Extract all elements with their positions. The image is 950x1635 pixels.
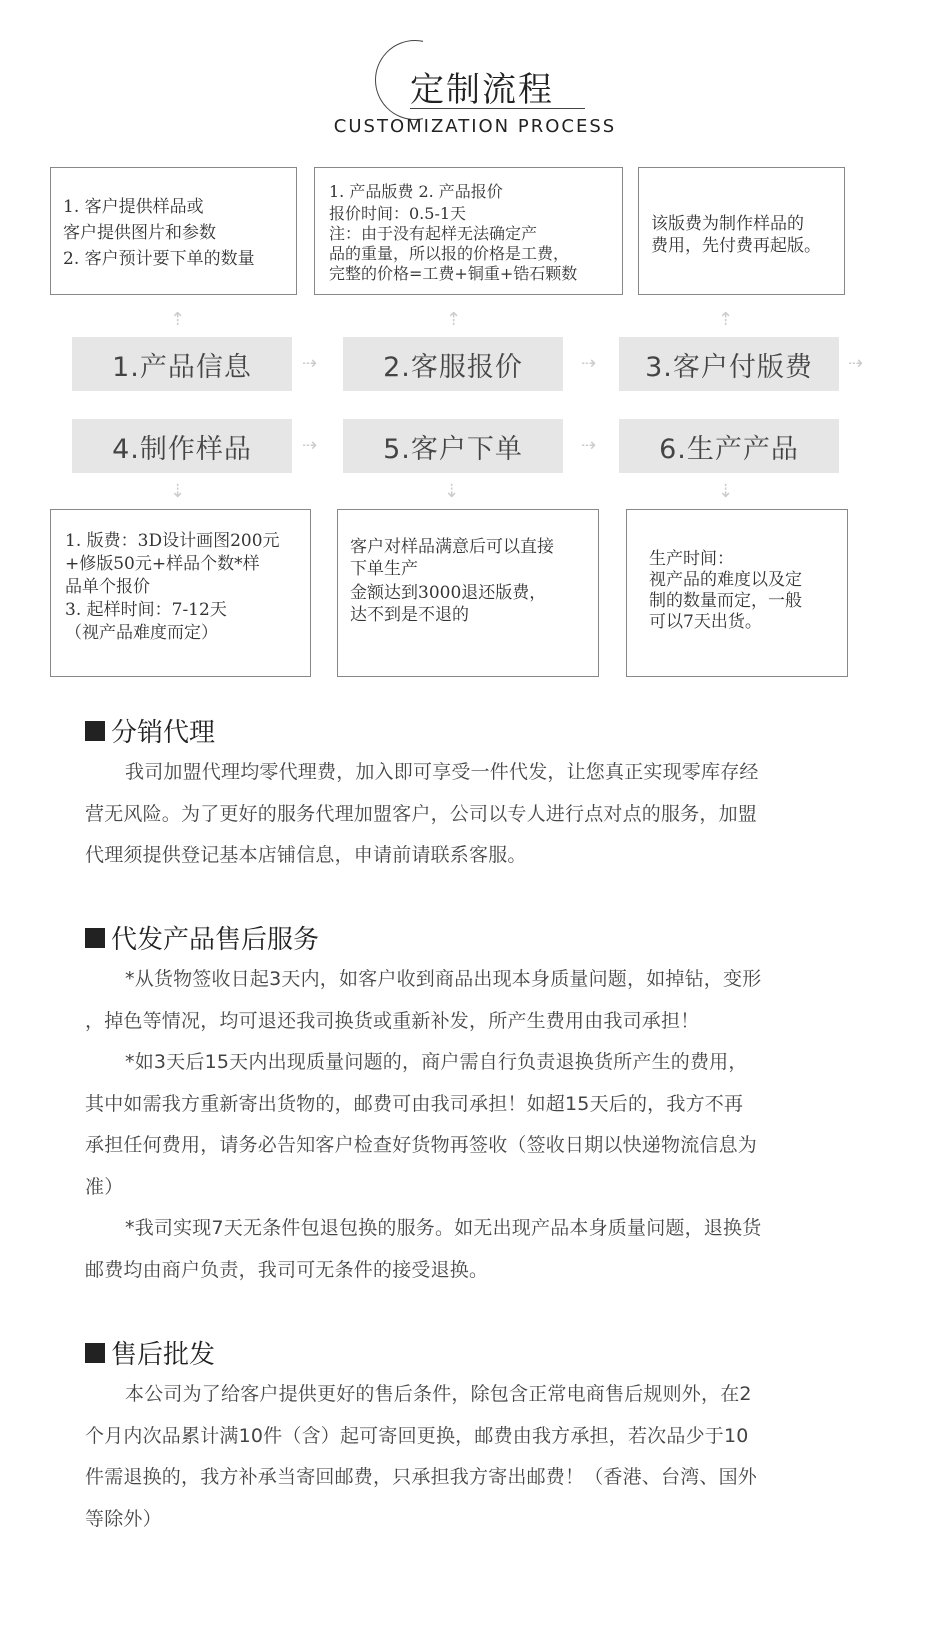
note-line: 完整的价格=工费+铜重+锆石颗数 [329,264,578,283]
paragraph-line: 个月内次品累计满10件（含）起可寄回更换，邮费由我方承担，若次品少于10 [85,1425,749,1447]
square-bullet-icon [85,1343,105,1363]
note-line: 2. 客户预计要下单的数量 [63,249,255,269]
note-line: 金额达到3000退还版费， [350,583,547,603]
note-line: 视产品的难度以及定 [649,570,802,590]
note-line: 客户对样品满意后可以直接 [350,537,554,557]
note-line: 品的重量，所以报的价格是工费， [329,244,570,263]
paragraph-line: 邮费均由商户负责，我司可无条件的接受退换。 [85,1259,489,1281]
note-line: 该版费为制作样品的 [651,214,804,234]
arrow-right-icon: ⇢ [302,353,318,374]
header-underline [410,108,585,109]
paragraph-line: 件需退换的，我方补承当寄回邮费，只承担我方寄出邮费！（香港、台湾、国外 [85,1466,758,1488]
arrow-right-icon: ⇢ [848,353,864,374]
paragraph-line: 代理须提供登记基本店铺信息，申请前请联系客服。 [85,844,527,866]
note-line: 1. 客户提供样品或 [63,197,204,217]
note-line: 制的数量而定，一般 [649,591,802,611]
paragraph-line: 营无风险。为了更好的服务代理加盟客户，公司以专人进行点对点的服务，加盟 [85,803,758,825]
section-title-wholesale [85,1334,215,1371]
arrow-right-icon: ⇢ [581,435,597,456]
step-make-sample: 4.制作样品 [72,419,292,473]
arrow-up-icon: ⇡ [718,309,734,330]
section-title-after-sales [85,919,319,956]
note-line: 下单生产 [350,559,418,579]
note-box-quote [314,167,623,295]
note-line: 费用，先付费再起版。 [651,236,821,256]
section-title-text: 售后批发 [111,1340,216,1370]
arrow-down-icon: ⇣ [170,481,186,502]
note-line: 达不到是不退的 [350,605,469,625]
note-line: 3. 起样时间：7-12天 [65,600,227,620]
section-title-text: 代发产品售后服务 [111,925,320,955]
note-line: 生产时间： [649,549,734,569]
step-product-info: 1.产品信息 [72,337,292,391]
paragraph-line: 准） [85,1176,124,1198]
note-line: 客户提供图片和参数 [63,223,216,243]
note-box-customer-info [50,167,297,295]
paragraph-line: ，掉色等情况，均可退还我司换货或重新补发，所产生费用由我司承担！ [85,1010,700,1032]
step-service-quote: 2.客服报价 [343,337,563,391]
note-line: 1. 产品版费 2. 产品报价 [329,182,503,201]
arrow-right-icon: ⇢ [302,435,318,456]
arrow-down-icon: ⇣ [718,481,734,502]
paragraph-line: *我司实现7天无条件包退包换的服务。如无出现产品本身质量问题，退换货 [125,1217,762,1239]
section-title-distribution [85,712,215,749]
page-title: 定制流程 [410,70,554,110]
arrow-up-icon: ⇡ [170,309,186,330]
note-line: 注：由于没有起样无法确定产 [329,224,538,243]
paragraph-line: 本公司为了给客户提供更好的售后条件，除包含正常电商售后规则外，在2 [125,1383,752,1405]
section-title-text: 分销代理 [111,718,216,748]
arrow-right-icon: ⇢ [581,353,597,374]
note-line: 1. 版费：3D设计画图200元 [65,531,280,551]
note-line: 报价时间：0.5-1天 [329,204,467,223]
paragraph-line: 我司加盟代理均零代理费，加入即可享受一件代发，让您真正实现零库存经 [125,761,759,783]
square-bullet-icon [85,928,105,948]
paragraph-line: *从货物签收日起3天内，如客户收到商品出现本身质量问题，如掉钻，变形 [125,968,762,990]
note-line: （视产品难度而定） [65,623,218,643]
square-bullet-icon [85,721,105,741]
step-production: 6.生产产品 [619,419,839,473]
note-box-production-time [626,509,848,677]
paragraph-line: 其中如需我方重新寄出货物的，邮费可由我司承担！如超15天后的，我方不再 [85,1093,744,1115]
note-box-order [337,509,599,677]
paragraph-line: 等除外） [85,1508,162,1530]
step-pay-sample-fee: 3.客户付版费 [619,337,839,391]
page-subtitle: CUSTOMIZATION PROCESS [333,116,617,137]
note-box-sample-fee [638,167,845,295]
step-place-order: 5.客户下单 [343,419,563,473]
note-line: 品单个报价 [65,577,150,597]
paragraph-line: 承担任何费用，请务必告知客户检查好货物再签收（签收日期以快递物流信息为 [85,1134,758,1156]
arrow-up-icon: ⇡ [446,309,462,330]
paragraph-line: *如3天后15天内出现质量问题的，商户需自行负责退换货所产生的费用， [125,1051,748,1073]
note-line: +修版50元+样品个数*样 [65,554,260,574]
arrow-down-icon: ⇣ [444,481,460,502]
note-box-sample-cost [50,509,311,677]
note-line: 可以7天出货。 [649,612,762,632]
